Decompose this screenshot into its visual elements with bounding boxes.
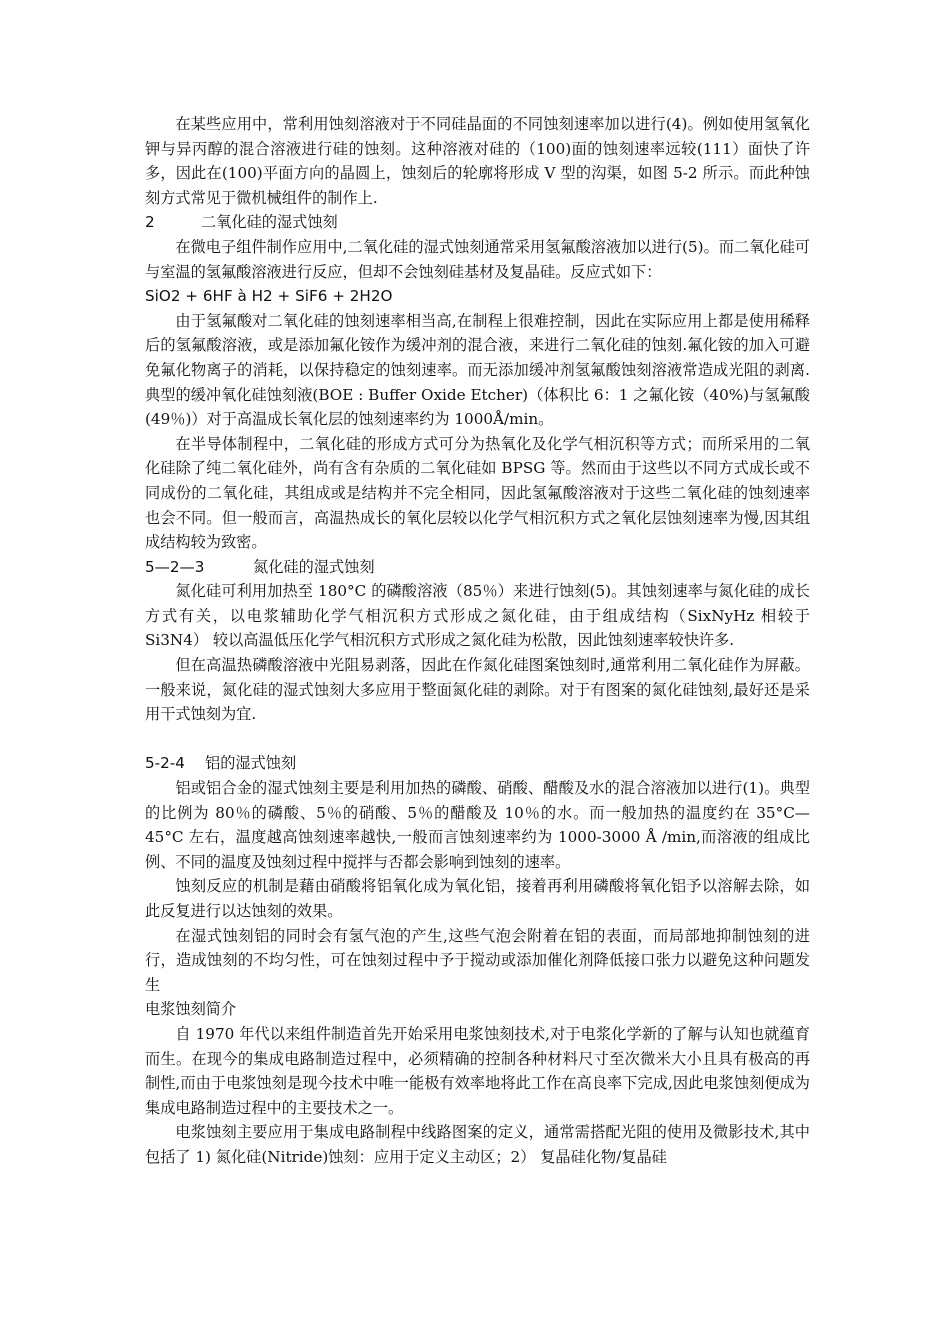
reaction-formula: SiO2 + 6HF à H2 + SiF6 + 2H2O [145,287,393,306]
paragraph-hf-etching: 在微电子组件制作应用中,二氧化硅的湿式蚀刻通常采用氢氟酸溶液加以进行(5)。而二氧化硅可与室温的氢氟酸溶液进行反应，但却不会蚀刻硅基材及复晶硅。反应式如下： [145,237,810,281]
paragraph-hydrogen-bubbles: 在湿式蚀刻铝的同时会有氢气泡的产生,这些气泡会附着在铝的表面，而局部地抑制蚀刻的进行，造成蚀刻的不均匀性，可在蚀刻过程中予于搅动或添加催化剂降低接口张力以避免这种问题发生 [145,926,810,994]
paragraph-plasma-history: 自 1970 年代以来组件制造首先开始采用电浆蚀刻技术,对于电浆化学新的了解与认知也就蕴育而生。在现今的集成电路制造过程中，必须精确的控制各种材料尺寸至次微米大小且具有极高的再制性,而由于电浆蚀刻是现今技术中唯一能极有效率地将此工作在高良率下完成,因此电浆蚀刻便成为集成电路制造过程中的主要技术之一。 [145,1024,810,1117]
paragraph-etch-mechanism: 蚀刻反应的机制是藉由硝酸将铝氧化成为氧化铝，接着再利用磷酸将氧化铝予以溶解去除，如此反复进行以达蚀刻的效果。 [145,877,810,920]
paragraph-anisotropic-etching: 在某些应用中，常利用蚀刻溶液对于不同硅晶面的不同蚀刻速率加以进行(4)。例如使用氢氧化钾与异丙醇的混合溶液进行硅的蚀刻。这种溶液对硅的（100)面的蚀刻速率远较(111）面快了许多，因此在(100)平面方向的晶圆上，蚀刻后的轮廓将形成 V 型的沟渠，如图 5-2 所示。而此种蚀刻方式常见于微机械组件的制作上. [145,115,810,207]
section-heading-silicon-nitride [145,555,810,580]
section-heading-silicon-dioxide [145,210,810,235]
section-number: 5-2-4 [145,754,185,773]
section-heading-plasma-etching: 电浆蚀刻简介 [145,1000,237,1019]
section-heading-aluminum [145,751,810,776]
document-page [145,112,810,1170]
paragraph-nitride-masking: 但在高温热磷酸溶液中光阻易剥落，因此在作氮化硅图案蚀刻时,通常利用二氧化硅作为屏蔽。一般来说，氮化硅的湿式蚀刻大多应用于整面氮化硅的剥除。对于有图案的氮化硅蚀刻,最好还是采用干式蚀刻为宜. [145,656,810,724]
section-title: 二氧化硅的湿式蚀刻 [201,213,338,232]
paragraph-boe: 由于氢氟酸对二氧化硅的蚀刻速率相当高,在制程上很难控制，因此在实际应用上都是使用稀释后的氢氟酸溶液，或是添加氟化铵作为缓冲剂的混合液，来进行二氧化硅的蚀刻.氟化铵的加入可避免氟化物离子的消耗，以保持稳定的蚀刻速率。而无添加缓冲剂氢氟酸蚀刻溶液常造成光阻的剥离.典型的缓冲氧化硅蚀刻液(BOE : Buffer Oxide Etcher)（体积比 6：1 之氟化铵（40%)与氢氟酸(49％)）对于高温成长氧化层的蚀刻速率约为 1000Å/min。 [145,311,810,429]
section-number: 2 [145,213,155,232]
section-title: 氮化硅的湿式蚀刻 [253,557,375,576]
paragraph-plasma-applications: 电浆蚀刻主要应用于集成电路制程中线路图案的定义，通常需搭配光阻的使用及微影技术,其中包括了 1) 氮化硅(Nitride)蚀刻：应用于定义主动区；2） 复晶硅化物/复晶硅 [145,1123,810,1166]
section-number: 5—2—3 [145,557,205,576]
paragraph-phosphoric-acid: 氮化硅可利用加热至 180°C 的磷酸溶液（85％）来进行蚀刻(5)。其蚀刻速率与氮化硅的成长方式有关，以电浆辅助化学气相沉积方式形成之氮化硅，由于组成结构（SixNyHz 相较于 Si3N4） 较以高温低压化学气相沉积方式形成之氮化硅为松散，因此蚀刻速率较快许多. [145,582,810,650]
paragraph-oxide-types: 在半导体制程中，二氧化硅的形成方式可分为热氧化及化学气相沉积等方式；而所采用的二氧化硅除了纯二氧化硅外，尚有含有杂质的二氧化硅如 BPSG 等。然而由于这些以不同方式成长或不同成份的二氧化硅，其组成或是结构并不完全相同，因此氢氟酸溶液对于这些二氧化硅的蚀刻速率也会不同。但一般而言，高温热成长的氧化层较以化学气相沉积方式之氧化层蚀刻速率为慢,因其组成结构较为致密。 [145,434,810,552]
paragraph-aluminum-etchant: 铝或铝合金的湿式蚀刻主要是利用加热的磷酸、硝酸、醋酸及水的混合溶液加以进行(1)。典型的比例为 80％的磷酸、5％的硝酸、5％的醋酸及 10％的水。而一般加热的温度约在 35°C—45°C 左右，温度越高蚀刻速率越快,一般而言蚀刻速率约为 1000-3000 Å /min,而溶液的组成比例、不同的温度及蚀刻过程中搅拌与否都会影响到蚀刻的速率。 [145,779,810,871]
blank-line [145,727,810,752]
section-title: 铝的湿式蚀刻 [205,754,297,773]
